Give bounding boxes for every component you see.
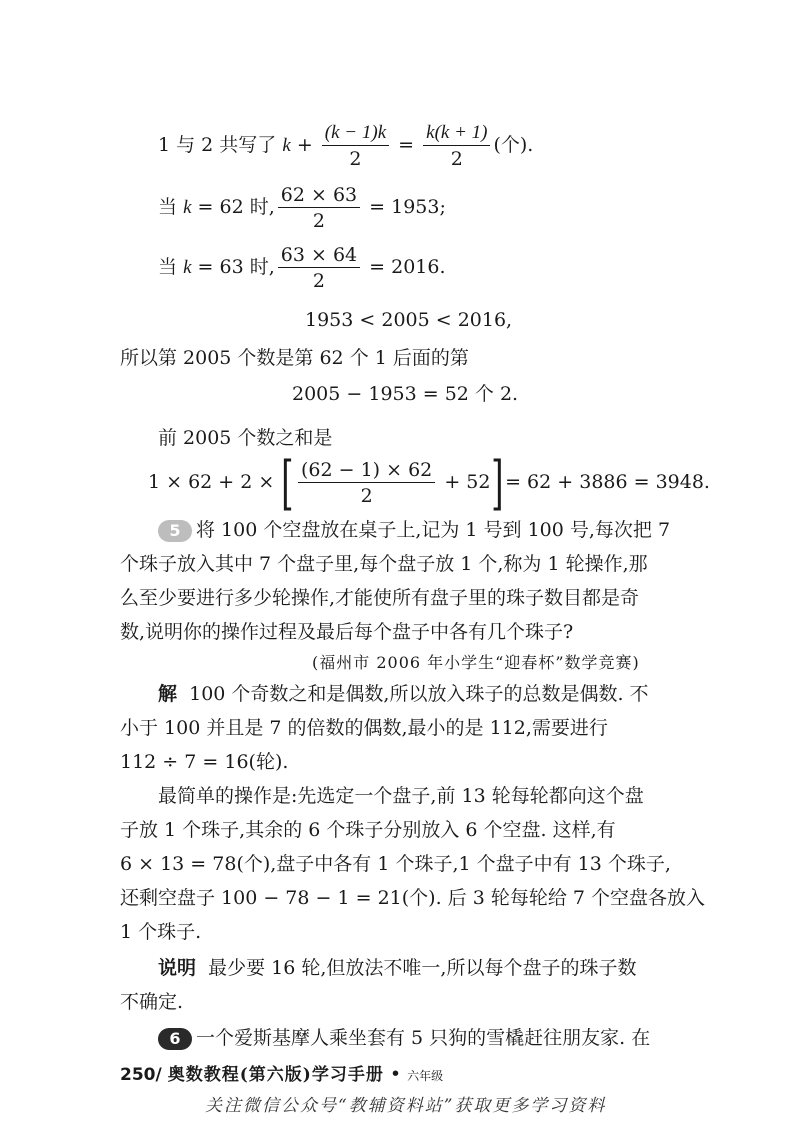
- text: 100 个奇数之和是偶数,所以放入珠子的总数是偶数. 不: [189, 683, 649, 705]
- note-line-2: 不确定.: [120, 991, 184, 1013]
- denominator: 2: [278, 267, 360, 294]
- text: 1 与 2 共写了: [158, 134, 277, 156]
- fraction: [278, 183, 360, 234]
- inequality: 1953 < 2005 < 2016,: [305, 309, 513, 331]
- separator: •: [389, 1063, 402, 1085]
- denominator: 2: [298, 482, 435, 509]
- text: 当: [158, 256, 178, 278]
- right-bracket: ]: [491, 449, 504, 517]
- op: =: [398, 134, 421, 156]
- var-k: k: [282, 135, 291, 156]
- math-line-count: [158, 118, 533, 173]
- denominator: 2: [423, 145, 490, 172]
- text-line: 前 2005 个数之和是: [158, 427, 333, 449]
- left-bracket: [: [281, 449, 294, 517]
- text: 最少要 16 轮,但放法不唯一,所以每个盘子的珠子数: [208, 957, 637, 979]
- watermark: 关注微信公众号“教辅资料站”获取更多学习资料: [205, 1096, 607, 1116]
- problem-5-line-4: 数,说明你的操作过程及最后每个盘子中各有几个珠子?: [120, 621, 574, 643]
- text: 当: [158, 196, 178, 218]
- solution-label: 解: [158, 683, 178, 705]
- denominator: 2: [322, 145, 389, 172]
- math-line-sum: [148, 449, 710, 517]
- fraction: [322, 121, 389, 172]
- solution-line-3: 112 ÷ 7 = 16(轮).: [120, 751, 289, 773]
- numerator: 62 × 63: [280, 183, 358, 206]
- problem-5-line-1: [158, 516, 683, 544]
- fraction: [298, 458, 435, 509]
- problem-source: (福州市 2006 年小学生“迎春杯”数学竞赛): [312, 653, 640, 672]
- numerator: (62 − 1) × 62: [301, 458, 433, 481]
- text: 一个爱斯基摩人乘坐套有 5 只狗的雪橇赶往朋友家. 在: [196, 1027, 651, 1049]
- page-number: 250/: [120, 1065, 162, 1085]
- book-title: 奥数教程(第六版)学习手册: [167, 1065, 384, 1085]
- problem-5-line-3: 么至少要进行多少轮操作,才能使所有盘子里的珠子数目都是奇: [120, 587, 640, 609]
- text: = 62 + 3886 = 3948.: [505, 471, 710, 493]
- fraction: [423, 121, 490, 172]
- note-line-1: [158, 954, 636, 982]
- operation-line-2: 子放 1 个珠子,其余的 6 个珠子分别放入 6 个空盘. 这样,有: [120, 819, 616, 841]
- problem-number-badge: 6: [158, 1028, 192, 1050]
- var-k: k: [183, 197, 192, 218]
- page-footer: [120, 1060, 443, 1090]
- operation-line-1: 最简单的操作是:先选定一个盘子,前 13 轮每轮都向这个盘: [158, 785, 644, 807]
- text-line: 所以第 2005 个数是第 62 个 1 后面的第: [120, 347, 469, 369]
- note-label: 说明: [158, 957, 197, 979]
- operation-line-5: 1 个珠子.: [120, 921, 202, 943]
- problem-6-line-1: [158, 1024, 650, 1052]
- solution-line-1: [158, 680, 649, 708]
- text: = 62 时,: [191, 196, 275, 218]
- math-line-k63: [158, 240, 446, 295]
- solution-line-2: 小于 100 并且是 7 的倍数的偶数,最小的是 112,需要进行: [120, 717, 608, 739]
- text: (个).: [493, 134, 534, 156]
- numerator: 63 × 64: [280, 243, 358, 266]
- op: +: [290, 134, 319, 156]
- equation: 2005 − 1953 = 52 个 2.: [292, 383, 519, 405]
- numerator: k(k + 1): [426, 121, 488, 143]
- numerator: (k − 1)k: [324, 121, 387, 143]
- problem-5-line-2: 个珠子放入其中 7 个盘子里,每个盘子放 1 个,称为 1 轮操作,那: [120, 553, 648, 575]
- denominator: 2: [278, 207, 360, 234]
- text: 将 100 个空盘放在桌子上,记为 1 号到 100 号,每次把 7: [196, 519, 671, 541]
- fraction: [278, 243, 360, 294]
- text: = 63 时,: [191, 256, 275, 278]
- operation-line-3: 6 × 13 = 78(个),盘子中各有 1 个珠子,1 个盘子中有 13 个珠子,: [120, 853, 671, 875]
- text: = 2016.: [363, 256, 446, 278]
- text: 1 × 62 + 2 ×: [148, 471, 275, 493]
- operation-line-4: 还剩空盘子 100 − 78 − 1 = 21(个). 后 3 轮每轮给 7 个空盘各放入: [120, 887, 705, 909]
- grade-label: 六年级: [407, 1069, 444, 1083]
- math-line-k62: [158, 180, 446, 235]
- var-k: k: [183, 257, 192, 278]
- text: = 1953;: [363, 196, 446, 218]
- text: + 52: [444, 471, 491, 493]
- problem-number-badge: 5: [158, 520, 192, 542]
